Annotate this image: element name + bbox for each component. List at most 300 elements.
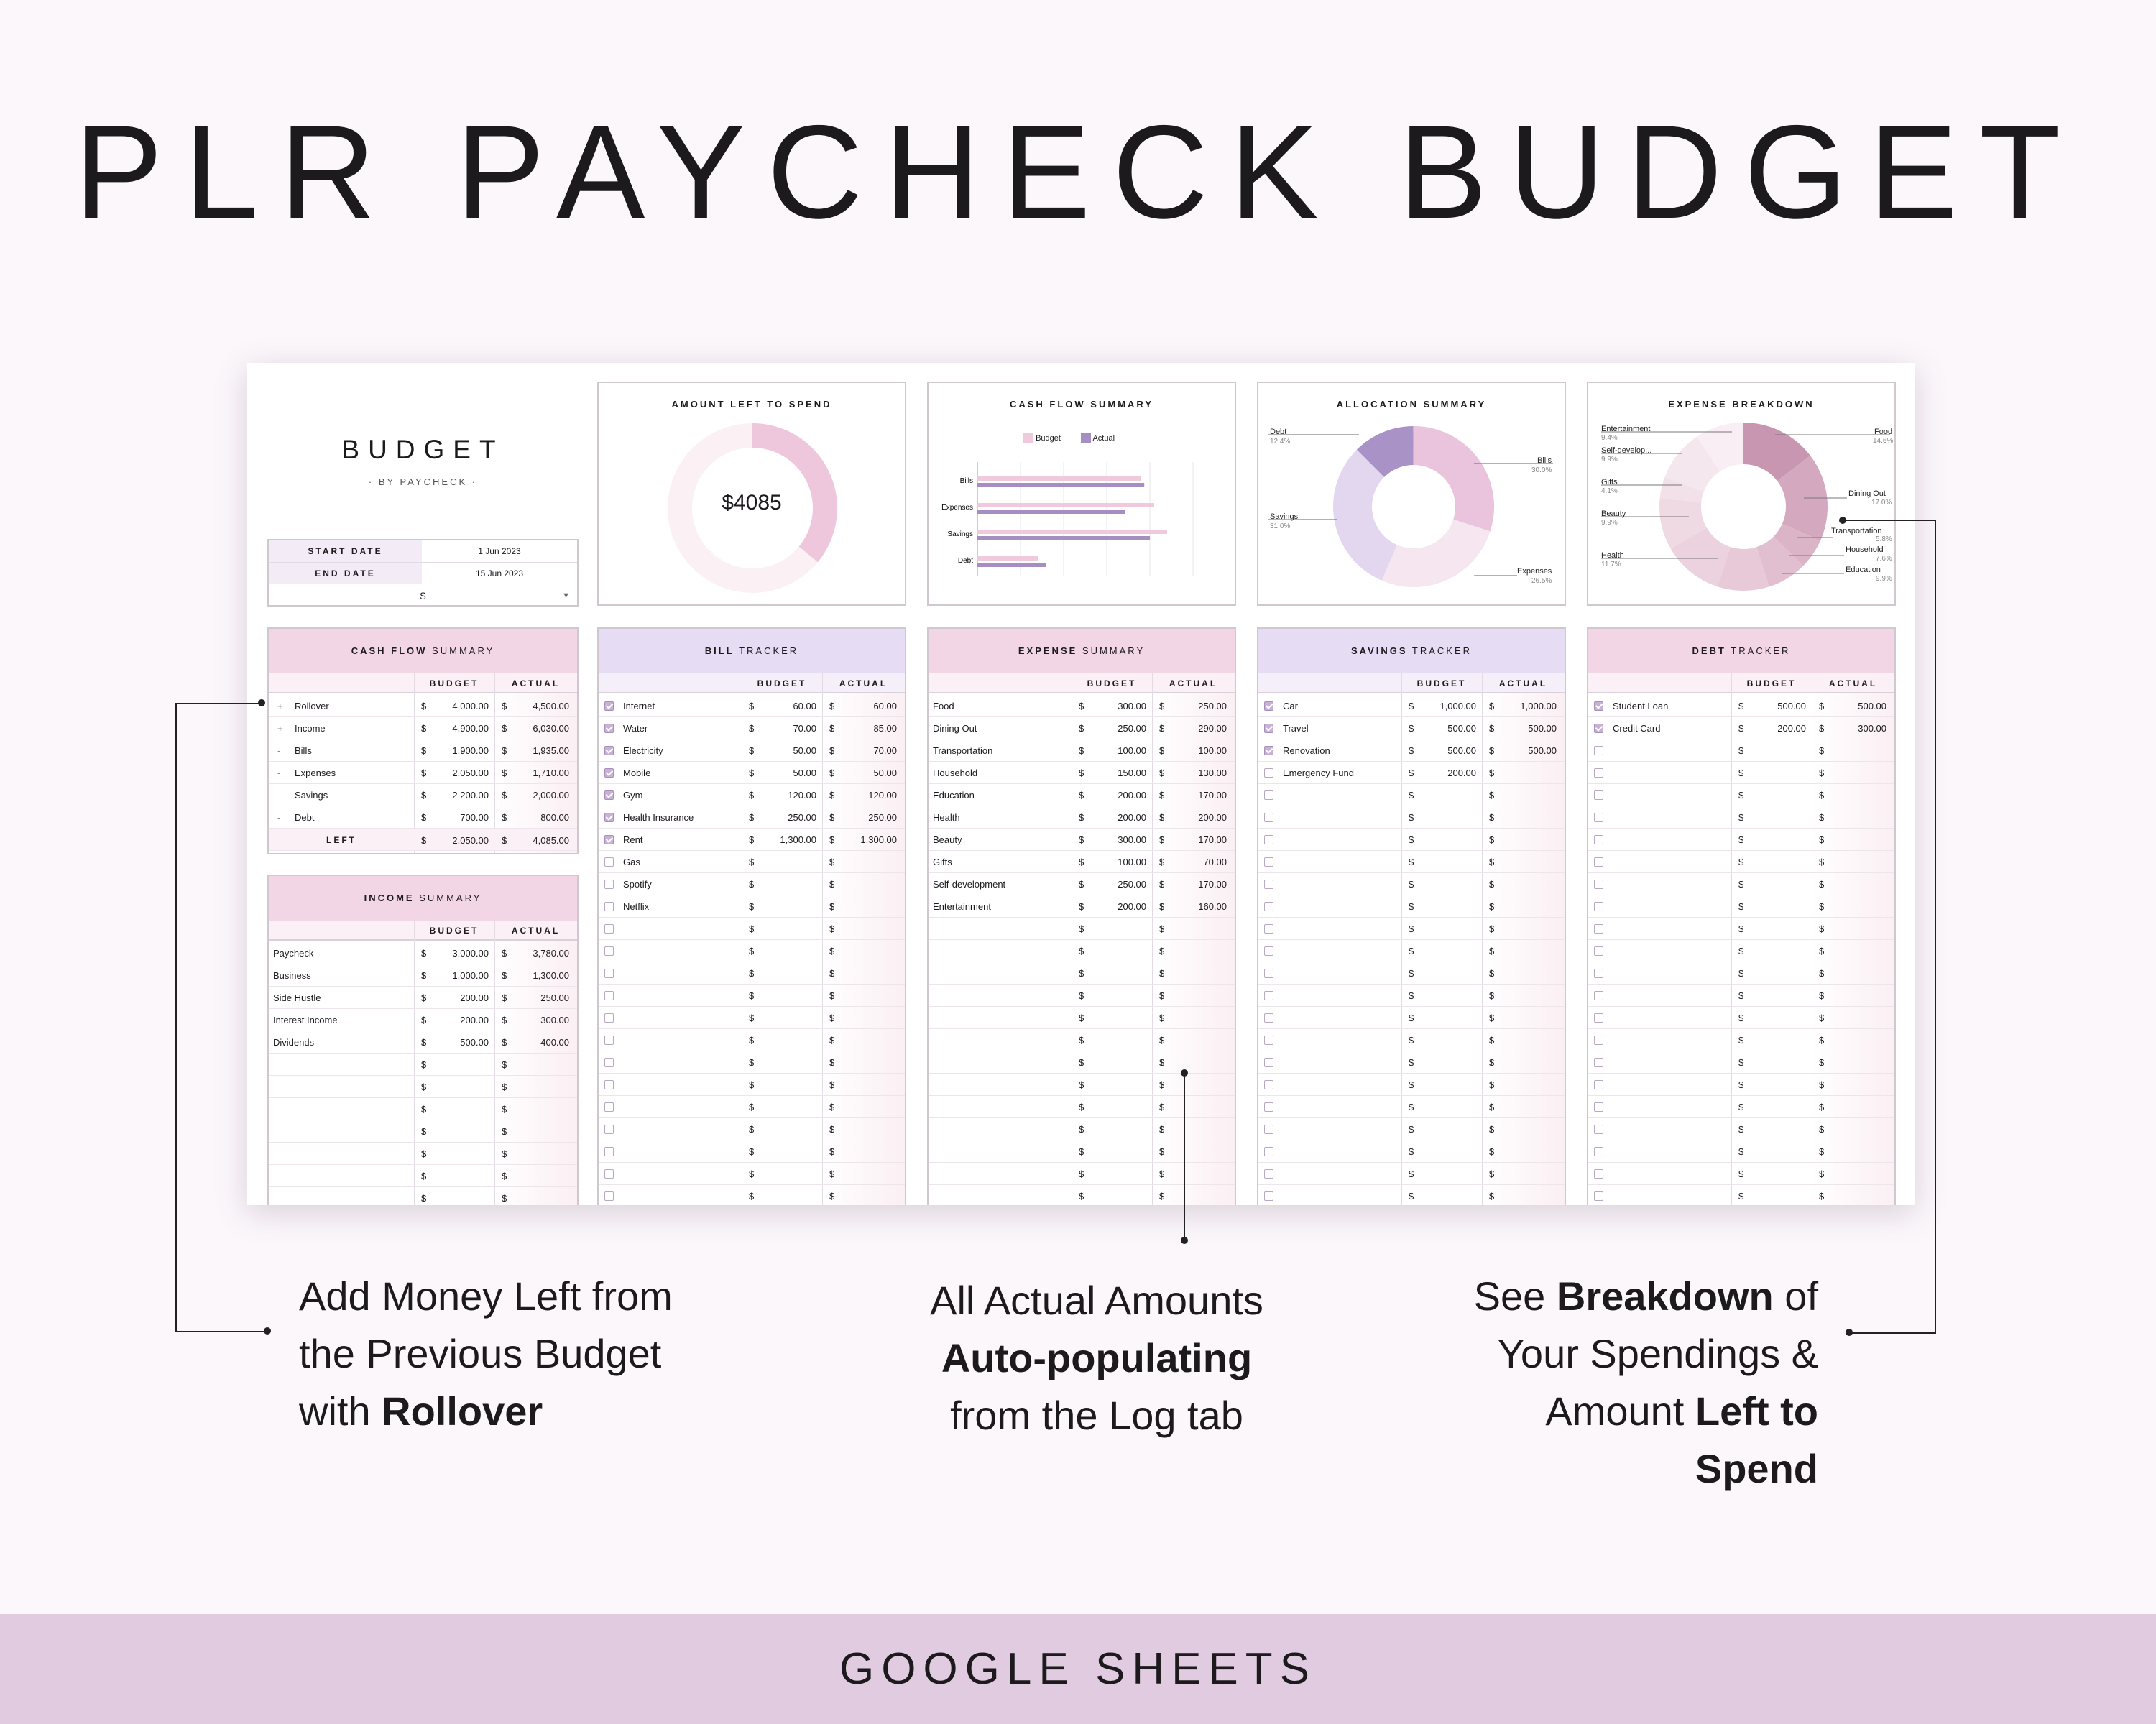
actual-value[interactable] <box>822 940 897 962</box>
budget-value[interactable] <box>1072 1007 1146 1029</box>
checkbox[interactable] <box>1264 880 1273 889</box>
budget-value[interactable]: 100.00 <box>1118 745 1146 756</box>
budget-value[interactable] <box>1731 739 1806 762</box>
checkbox[interactable] <box>1264 1058 1273 1067</box>
table-row[interactable] <box>269 1054 577 1076</box>
actual-value[interactable] <box>494 1165 569 1187</box>
budget-value[interactable] <box>1731 918 1806 940</box>
actual-value[interactable] <box>1152 1029 1227 1051</box>
actual-value[interactable] <box>1482 1029 1557 1051</box>
table-row[interactable] <box>1258 873 1565 895</box>
budget-value[interactable]: 50.00 <box>793 745 816 756</box>
actual-value[interactable] <box>822 895 897 918</box>
actual-value[interactable]: 300.00 <box>1858 723 1886 734</box>
checkbox[interactable] <box>1264 768 1273 778</box>
actual-value[interactable]: 50.00 <box>873 767 897 778</box>
table-row[interactable] <box>1258 1029 1565 1051</box>
table-row[interactable] <box>269 942 577 964</box>
checkbox[interactable] <box>1264 991 1273 1000</box>
actual-value[interactable]: 1,000.00 <box>1520 701 1557 711</box>
checkbox[interactable] <box>1264 1102 1273 1112</box>
budget-value[interactable] <box>742 1163 816 1185</box>
budget-value[interactable] <box>1072 1118 1146 1140</box>
actual-value[interactable]: 400.00 <box>540 1037 569 1048</box>
end-date-value[interactable]: 15 Jun 2023 <box>475 568 524 578</box>
actual-value[interactable] <box>1812 1074 1886 1096</box>
checkbox[interactable] <box>604 701 614 711</box>
actual-value[interactable] <box>1812 1051 1886 1074</box>
actual-value[interactable] <box>1482 1096 1557 1118</box>
budget-value[interactable] <box>414 1098 489 1120</box>
actual-value[interactable] <box>1152 985 1227 1007</box>
table-row[interactable] <box>1588 1163 1894 1185</box>
budget-value[interactable]: 200.00 <box>1447 767 1476 778</box>
table-row[interactable] <box>1258 829 1565 851</box>
budget-value[interactable] <box>1401 962 1476 985</box>
actual-value[interactable] <box>822 985 897 1007</box>
budget-value[interactable] <box>1401 1007 1476 1029</box>
budget-value[interactable]: 2,050.00 <box>452 767 489 778</box>
table-row[interactable] <box>929 1051 1235 1074</box>
table-row[interactable] <box>269 1165 577 1187</box>
table-row[interactable] <box>269 1031 577 1054</box>
table-row[interactable] <box>929 873 1235 895</box>
table-row[interactable] <box>929 717 1235 739</box>
checkbox[interactable] <box>1264 835 1273 844</box>
budget-value[interactable] <box>742 940 816 962</box>
budget-value[interactable] <box>1401 829 1476 851</box>
table-row[interactable] <box>269 717 577 739</box>
actual-value[interactable] <box>822 1118 897 1140</box>
checkbox[interactable] <box>1264 1125 1273 1134</box>
table-row[interactable] <box>929 1074 1235 1096</box>
actual-value[interactable]: 500.00 <box>1858 701 1886 711</box>
table-row[interactable] <box>269 1143 577 1165</box>
budget-value[interactable]: 1,000.00 <box>452 970 489 981</box>
actual-value[interactable] <box>1812 851 1886 873</box>
budget-value[interactable] <box>742 1140 816 1163</box>
table-row[interactable] <box>929 806 1235 829</box>
actual-value[interactable] <box>1482 940 1557 962</box>
actual-value[interactable] <box>1812 829 1886 851</box>
table-row[interactable] <box>599 1029 905 1051</box>
table-row[interactable] <box>929 1118 1235 1140</box>
budget-value[interactable] <box>1401 1118 1476 1140</box>
actual-value[interactable] <box>822 1007 897 1029</box>
table-row[interactable] <box>929 918 1235 940</box>
table-row[interactable] <box>599 695 905 717</box>
table-row[interactable] <box>1588 784 1894 806</box>
actual-value[interactable]: 500.00 <box>1528 745 1557 756</box>
table-row[interactable] <box>929 784 1235 806</box>
table-row[interactable] <box>269 739 577 762</box>
budget-value[interactable]: 200.00 <box>1118 790 1146 801</box>
table-row[interactable] <box>1588 762 1894 784</box>
actual-value[interactable] <box>1482 918 1557 940</box>
table-row[interactable] <box>1588 1029 1894 1051</box>
budget-value[interactable] <box>1731 1118 1806 1140</box>
actual-value[interactable] <box>494 1143 569 1165</box>
checkbox[interactable] <box>1594 946 1603 956</box>
checkbox[interactable] <box>1264 902 1273 911</box>
table-row[interactable] <box>1258 717 1565 739</box>
actual-value[interactable]: 290.00 <box>1198 723 1227 734</box>
actual-value[interactable] <box>1482 762 1557 784</box>
table-row[interactable] <box>1588 1007 1894 1029</box>
actual-value[interactable] <box>494 1120 569 1143</box>
actual-value[interactable] <box>1482 1074 1557 1096</box>
budget-value[interactable]: 4,900.00 <box>452 723 489 734</box>
budget-value[interactable]: 200.00 <box>1118 901 1146 912</box>
actual-value[interactable] <box>1482 1118 1557 1140</box>
actual-value[interactable] <box>822 1096 897 1118</box>
actual-value[interactable] <box>1812 895 1886 918</box>
budget-value[interactable] <box>742 1051 816 1074</box>
actual-value[interactable] <box>1152 940 1227 962</box>
checkbox[interactable] <box>1594 1080 1603 1089</box>
checkbox[interactable] <box>604 835 614 844</box>
checkbox[interactable] <box>604 1102 614 1112</box>
budget-value[interactable]: 150.00 <box>1118 767 1146 778</box>
actual-value[interactable]: 250.00 <box>868 812 897 823</box>
budget-value[interactable] <box>1401 873 1476 895</box>
checkbox[interactable] <box>604 1147 614 1156</box>
actual-value[interactable] <box>1812 1140 1886 1163</box>
table-row[interactable] <box>599 717 905 739</box>
actual-value[interactable] <box>494 1098 569 1120</box>
actual-value[interactable] <box>1812 962 1886 985</box>
table-row[interactable] <box>1258 940 1565 962</box>
budget-value[interactable] <box>742 1074 816 1096</box>
actual-value[interactable] <box>1152 1074 1227 1096</box>
budget-value[interactable] <box>1072 1029 1146 1051</box>
budget-value[interactable]: 250.00 <box>1118 879 1146 890</box>
budget-value[interactable] <box>1401 1029 1476 1051</box>
actual-value[interactable]: 170.00 <box>1198 790 1227 801</box>
actual-value[interactable] <box>1152 1163 1227 1185</box>
table-row[interactable] <box>269 964 577 987</box>
table-row[interactable] <box>1588 829 1894 851</box>
table-row[interactable] <box>1258 739 1565 762</box>
actual-value[interactable]: 100.00 <box>1198 745 1227 756</box>
table-row[interactable] <box>929 1163 1235 1185</box>
actual-value[interactable]: 170.00 <box>1198 834 1227 845</box>
table-row[interactable] <box>1258 851 1565 873</box>
checkbox[interactable] <box>1594 768 1603 778</box>
actual-value[interactable]: 2,000.00 <box>533 790 569 801</box>
actual-value[interactable]: 1,300.00 <box>860 834 897 845</box>
table-row[interactable] <box>599 873 905 895</box>
actual-value[interactable] <box>822 1074 897 1096</box>
checkbox[interactable] <box>1594 969 1603 978</box>
budget-value[interactable] <box>1072 1185 1146 1205</box>
budget-value[interactable]: 3,000.00 <box>452 948 489 959</box>
budget-value[interactable] <box>742 962 816 985</box>
table-row[interactable] <box>599 739 905 762</box>
budget-value[interactable]: 4,000.00 <box>452 701 489 711</box>
actual-value[interactable] <box>1482 1140 1557 1163</box>
actual-value[interactable]: 250.00 <box>540 992 569 1003</box>
table-row[interactable] <box>1258 695 1565 717</box>
table-row[interactable] <box>599 1096 905 1118</box>
budget-value[interactable] <box>742 1029 816 1051</box>
table-row[interactable] <box>269 987 577 1009</box>
table-row[interactable] <box>599 851 905 873</box>
budget-value[interactable] <box>1072 1096 1146 1118</box>
budget-value[interactable] <box>1072 1163 1146 1185</box>
budget-value[interactable] <box>414 1120 489 1143</box>
budget-value[interactable] <box>1731 1007 1806 1029</box>
budget-value[interactable] <box>1401 851 1476 873</box>
budget-value[interactable] <box>414 1076 489 1098</box>
checkbox[interactable] <box>604 969 614 978</box>
actual-value[interactable] <box>822 1029 897 1051</box>
actual-value[interactable]: 1,710.00 <box>533 767 569 778</box>
actual-value[interactable] <box>1482 784 1557 806</box>
budget-value[interactable] <box>742 895 816 918</box>
actual-value[interactable] <box>822 1163 897 1185</box>
checkbox[interactable] <box>1594 724 1603 733</box>
budget-value[interactable]: 70.00 <box>793 723 816 734</box>
budget-value[interactable] <box>1401 895 1476 918</box>
actual-value[interactable] <box>1482 895 1557 918</box>
checkbox[interactable] <box>604 768 614 778</box>
table-row[interactable] <box>1258 918 1565 940</box>
budget-value[interactable]: 200.00 <box>1777 723 1806 734</box>
budget-value[interactable] <box>1072 962 1146 985</box>
table-row[interactable] <box>599 762 905 784</box>
actual-value[interactable] <box>1482 962 1557 985</box>
budget-value[interactable] <box>1731 806 1806 829</box>
table-row[interactable] <box>1258 1051 1565 1074</box>
actual-value[interactable] <box>822 918 897 940</box>
table-row[interactable] <box>599 940 905 962</box>
budget-value[interactable]: 200.00 <box>460 1015 489 1025</box>
table-row[interactable] <box>1588 717 1894 739</box>
budget-value[interactable] <box>742 851 816 873</box>
actual-value[interactable] <box>1812 873 1886 895</box>
table-row[interactable] <box>1258 1185 1565 1205</box>
checkbox[interactable] <box>604 1080 614 1089</box>
budget-value[interactable] <box>1072 1074 1146 1096</box>
table-row[interactable] <box>599 1140 905 1163</box>
checkbox[interactable] <box>1594 857 1603 867</box>
budget-value[interactable]: 2,200.00 <box>452 790 489 801</box>
actual-value[interactable] <box>1812 1096 1886 1118</box>
checkbox[interactable] <box>1264 746 1273 755</box>
table-row[interactable] <box>1588 1185 1894 1205</box>
checkbox[interactable] <box>1264 1147 1273 1156</box>
actual-value[interactable] <box>822 1140 897 1163</box>
actual-value[interactable]: 60.00 <box>873 701 897 711</box>
table-row[interactable] <box>1588 1096 1894 1118</box>
actual-value[interactable]: 3,780.00 <box>533 948 569 959</box>
checkbox[interactable] <box>604 813 614 822</box>
actual-value[interactable]: 250.00 <box>1198 701 1227 711</box>
checkbox[interactable] <box>604 1013 614 1023</box>
checkbox[interactable] <box>1264 1191 1273 1201</box>
budget-value[interactable]: 500.00 <box>460 1037 489 1048</box>
table-row[interactable] <box>1258 1007 1565 1029</box>
table-row[interactable] <box>1588 895 1894 918</box>
table-row[interactable] <box>1588 739 1894 762</box>
budget-value[interactable] <box>742 1096 816 1118</box>
checkbox[interactable] <box>604 1125 614 1134</box>
actual-value[interactable] <box>1152 962 1227 985</box>
actual-value[interactable]: 170.00 <box>1198 879 1227 890</box>
budget-value[interactable] <box>1731 873 1806 895</box>
table-row[interactable] <box>1588 918 1894 940</box>
budget-value[interactable] <box>742 873 816 895</box>
table-row[interactable] <box>1258 806 1565 829</box>
checkbox[interactable] <box>1594 1191 1603 1201</box>
actual-value[interactable] <box>1812 1007 1886 1029</box>
budget-value[interactable] <box>1731 1074 1806 1096</box>
actual-value[interactable]: 800.00 <box>540 812 569 823</box>
budget-value[interactable] <box>1731 1096 1806 1118</box>
table-row[interactable] <box>599 806 905 829</box>
checkbox[interactable] <box>1594 1102 1603 1112</box>
actual-value[interactable] <box>1812 739 1886 762</box>
table-row[interactable] <box>1588 940 1894 962</box>
table-row[interactable] <box>1588 1140 1894 1163</box>
table-row[interactable] <box>929 762 1235 784</box>
checkbox[interactable] <box>604 991 614 1000</box>
actual-value[interactable]: 1,935.00 <box>533 745 569 756</box>
actual-value[interactable] <box>1152 1096 1227 1118</box>
actual-value[interactable]: 85.00 <box>873 723 897 734</box>
actual-value[interactable] <box>1482 873 1557 895</box>
budget-value[interactable] <box>742 1185 816 1205</box>
checkbox[interactable] <box>1264 969 1273 978</box>
table-row[interactable] <box>269 1187 577 1205</box>
checkbox[interactable] <box>1594 790 1603 800</box>
checkbox[interactable] <box>1264 1169 1273 1179</box>
actual-value[interactable] <box>494 1054 569 1076</box>
budget-value[interactable] <box>1731 829 1806 851</box>
budget-value[interactable] <box>742 1118 816 1140</box>
chevron-down-icon[interactable]: ▼ <box>562 591 570 600</box>
budget-value[interactable] <box>1072 1140 1146 1163</box>
actual-value[interactable] <box>822 1185 897 1205</box>
actual-value[interactable] <box>1482 1007 1557 1029</box>
actual-value[interactable]: 130.00 <box>1198 767 1227 778</box>
table-row[interactable] <box>929 695 1235 717</box>
actual-value[interactable]: 6,030.00 <box>533 723 569 734</box>
checkbox[interactable] <box>604 880 614 889</box>
checkbox[interactable] <box>1264 1013 1273 1023</box>
checkbox[interactable] <box>1594 924 1603 934</box>
table-row[interactable] <box>929 940 1235 962</box>
budget-value[interactable]: 1,900.00 <box>452 745 489 756</box>
table-row[interactable] <box>269 784 577 806</box>
budget-value[interactable]: 200.00 <box>1118 812 1146 823</box>
checkbox[interactable] <box>604 946 614 956</box>
actual-value[interactable]: 1,300.00 <box>533 970 569 981</box>
checkbox[interactable] <box>1594 880 1603 889</box>
budget-value[interactable]: 300.00 <box>1118 701 1146 711</box>
checkbox[interactable] <box>1264 813 1273 822</box>
actual-value[interactable]: 500.00 <box>1528 723 1557 734</box>
actual-value[interactable] <box>1812 918 1886 940</box>
table-row[interactable] <box>1588 851 1894 873</box>
budget-value[interactable]: 300.00 <box>1118 834 1146 845</box>
table-row[interactable] <box>599 1118 905 1140</box>
currency-select[interactable]: $ <box>420 590 426 601</box>
actual-value[interactable] <box>1152 1051 1227 1074</box>
table-row[interactable] <box>1588 695 1894 717</box>
actual-value[interactable] <box>1482 1051 1557 1074</box>
actual-value[interactable] <box>494 1187 569 1205</box>
table-row[interactable] <box>599 985 905 1007</box>
checkbox[interactable] <box>604 924 614 934</box>
table-row[interactable] <box>1588 1118 1894 1140</box>
budget-value[interactable] <box>414 1054 489 1076</box>
checkbox[interactable] <box>1264 946 1273 956</box>
table-row[interactable] <box>1588 985 1894 1007</box>
actual-value[interactable] <box>1482 806 1557 829</box>
budget-value[interactable]: 500.00 <box>1447 723 1476 734</box>
actual-value[interactable] <box>1812 1163 1886 1185</box>
table-row[interactable] <box>1258 1096 1565 1118</box>
budget-value[interactable] <box>742 985 816 1007</box>
table-row[interactable] <box>599 1163 905 1185</box>
budget-value[interactable]: 500.00 <box>1447 745 1476 756</box>
checkbox[interactable] <box>1594 701 1603 711</box>
budget-value[interactable] <box>1731 1163 1806 1185</box>
actual-value[interactable] <box>1812 806 1886 829</box>
budget-value[interactable] <box>1731 1140 1806 1163</box>
table-row[interactable] <box>1258 762 1565 784</box>
budget-value[interactable]: 1,000.00 <box>1439 701 1476 711</box>
table-row[interactable] <box>929 985 1235 1007</box>
checkbox[interactable] <box>604 1169 614 1179</box>
actual-value[interactable] <box>1812 762 1886 784</box>
table-row[interactable] <box>1588 1074 1894 1096</box>
table-row[interactable] <box>599 918 905 940</box>
checkbox[interactable] <box>604 724 614 733</box>
table-row[interactable] <box>599 1007 905 1029</box>
table-row[interactable] <box>1588 873 1894 895</box>
checkbox[interactable] <box>604 1036 614 1045</box>
actual-value[interactable] <box>1482 985 1557 1007</box>
checkbox[interactable] <box>604 746 614 755</box>
checkbox[interactable] <box>604 902 614 911</box>
budget-value[interactable] <box>1731 762 1806 784</box>
table-row[interactable] <box>1588 1051 1894 1074</box>
budget-value[interactable] <box>1401 806 1476 829</box>
actual-value[interactable] <box>822 873 897 895</box>
budget-value[interactable]: 50.00 <box>793 767 816 778</box>
budget-value[interactable] <box>1401 1140 1476 1163</box>
table-row[interactable] <box>1258 985 1565 1007</box>
budget-value[interactable] <box>1401 1096 1476 1118</box>
table-row[interactable] <box>929 851 1235 873</box>
checkbox[interactable] <box>1264 790 1273 800</box>
actual-value[interactable] <box>822 962 897 985</box>
checkbox[interactable] <box>1594 1125 1603 1134</box>
checkbox[interactable] <box>1264 924 1273 934</box>
budget-value[interactable] <box>742 918 816 940</box>
actual-value[interactable] <box>1152 1118 1227 1140</box>
budget-value[interactable] <box>1072 985 1146 1007</box>
actual-value[interactable]: 200.00 <box>1198 812 1227 823</box>
table-row[interactable] <box>929 1140 1235 1163</box>
budget-value[interactable]: 200.00 <box>460 992 489 1003</box>
budget-value[interactable]: 120.00 <box>788 790 816 801</box>
table-row[interactable] <box>929 962 1235 985</box>
budget-value[interactable] <box>1401 985 1476 1007</box>
